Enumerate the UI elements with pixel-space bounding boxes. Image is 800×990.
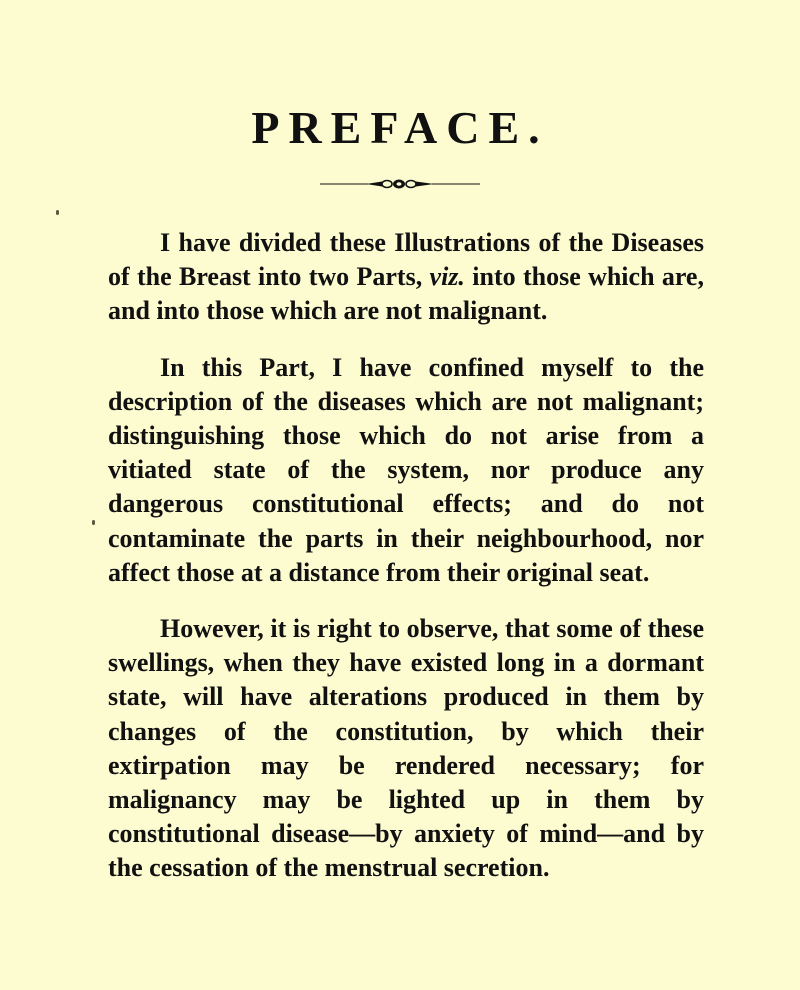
paper-speck	[92, 520, 95, 525]
preface-body	[108, 226, 704, 908]
ornamental-divider	[320, 176, 480, 192]
paragraph-2: In this Part, I have confined myself to the description of the diseases which are not malignant; distinguishing those which do not arise from a vitiated state of the system, nor produce any dangerous constitutional effects; and do not contaminate the parts in their neighbourhood, nor affect those at a distance from their original seat.	[108, 352, 704, 587]
viz-abbreviation: viz.	[429, 262, 465, 292]
paragraph-1	[108, 226, 704, 329]
paper-speck	[56, 210, 59, 215]
paragraph-1-continuation: into those which are, and into those which are not malignant.	[108, 262, 704, 326]
paragraph-3: However, it is right to observe, that some of these swellings, when they have existed long in a dormant state, will have alterations produced in them by changes of the constitution, by which their extirpation may be rendered necessary; for malignancy may be lighted up in them by constitutional disease—by anxiety of mind—and by the cessation of the menstrual secretion.	[108, 614, 704, 883]
page-title: PREFACE.	[251, 102, 549, 153]
paragraph-1-text: I have divided these Illustrations of the Diseases of the Breast into two Parts,	[108, 228, 704, 292]
